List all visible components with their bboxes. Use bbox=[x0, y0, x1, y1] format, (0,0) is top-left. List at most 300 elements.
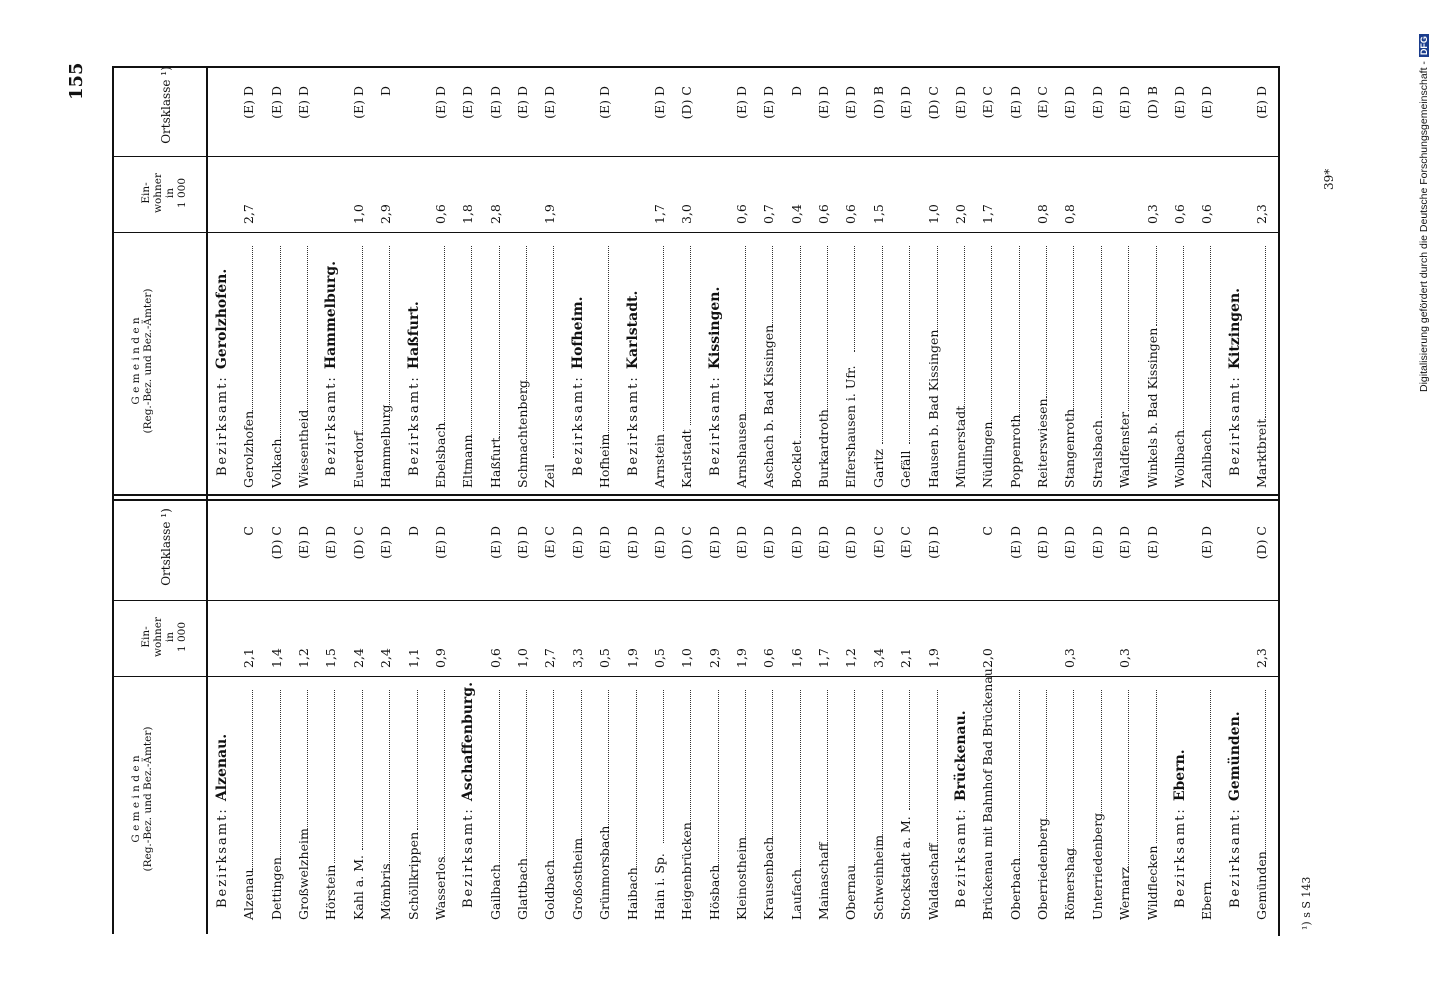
dot-leader bbox=[1177, 246, 1184, 431]
dot-leader bbox=[1013, 690, 1020, 863]
dot-leader bbox=[766, 690, 773, 843]
right-border bbox=[1278, 66, 1280, 936]
ortsklasse-value: (E) D bbox=[843, 86, 859, 119]
einwohner-value: 1,7 bbox=[816, 648, 832, 668]
gemeinde-name: Hörstein bbox=[323, 864, 339, 920]
dot-leader bbox=[356, 246, 363, 431]
right-einwohner-header bbox=[140, 158, 188, 228]
ortsklasse-value: (D) C bbox=[268, 526, 284, 560]
gemeinde-name: Krausenbach bbox=[761, 836, 777, 920]
ortsklasse-value: (D) B bbox=[870, 86, 886, 119]
gemeinde-name: Volkach bbox=[268, 438, 284, 488]
ortsklasse-value: (D) C bbox=[679, 86, 695, 120]
dot-leader bbox=[739, 690, 746, 837]
amt-heading bbox=[1173, 749, 1188, 908]
einwohner-line-2: wohner bbox=[152, 616, 164, 658]
dot-leader bbox=[274, 246, 281, 438]
einwohner-value: 0,6 bbox=[816, 204, 832, 224]
einwohner-value: 0,6 bbox=[1199, 204, 1215, 224]
einwohner-value: 0,5 bbox=[651, 648, 667, 668]
dot-leader bbox=[876, 246, 883, 444]
gemeinde-name: Poppenroth bbox=[1007, 414, 1023, 488]
amt-prefix: Bezirksamt: bbox=[570, 369, 586, 476]
gemeinde-name: Waldfenster bbox=[1117, 411, 1133, 488]
ortsklasse-value: (E) D bbox=[515, 86, 531, 119]
gemeinde-name: Karlstadt bbox=[679, 429, 695, 488]
center-double-rule-2 bbox=[112, 499, 1278, 501]
dot-leader bbox=[1259, 690, 1266, 863]
einwohner-value: 2,7 bbox=[241, 204, 257, 224]
dot-leader bbox=[356, 690, 363, 850]
gemeinde-name: Ebern bbox=[1199, 881, 1215, 920]
ortsklasse-value: C bbox=[241, 526, 257, 536]
gemeinde-name: Arnshausen bbox=[734, 413, 749, 488]
ortsklasse-value: (E) C bbox=[898, 526, 914, 559]
dot-leader bbox=[848, 690, 855, 870]
gemeinde-name: Zeil bbox=[542, 463, 558, 488]
ortsklasse-value: (E) D bbox=[624, 526, 640, 559]
dot-leader bbox=[1204, 690, 1211, 883]
einwohner-value: 0,8 bbox=[1035, 204, 1051, 224]
ortsklasse-value: (E) D bbox=[1089, 86, 1105, 119]
gemeinde-name: Kleinostheim bbox=[734, 836, 749, 920]
dot-leader bbox=[848, 246, 855, 352]
header-title: G e m e i n d e n bbox=[130, 317, 142, 405]
amt-prefix: Bezirksamt: bbox=[707, 369, 723, 476]
einwohner-value: 0,6 bbox=[487, 648, 503, 668]
gemeinde-name: Stangenroth bbox=[1062, 408, 1078, 488]
einwohner-line-1: Ein- bbox=[140, 626, 152, 648]
right-value-rule bbox=[112, 156, 1278, 157]
ortsklasse-value: (E) D bbox=[515, 526, 531, 559]
amt-heading bbox=[215, 269, 230, 476]
einwohner-value: 0,3 bbox=[1062, 648, 1078, 668]
einwohner-line-4: 1 000 bbox=[176, 621, 188, 653]
top-rule bbox=[112, 66, 1280, 68]
gemeinde-name: Garitz bbox=[870, 448, 886, 488]
einwohner-value: 0,7 bbox=[761, 204, 777, 224]
einwohner-value: 0,6 bbox=[761, 648, 777, 668]
ortsklasse-value: (E) D bbox=[487, 86, 503, 119]
amt-name: Ebern. bbox=[1171, 749, 1188, 802]
einwohner-value: 1,2 bbox=[843, 648, 859, 668]
left-einwohner-header bbox=[140, 602, 188, 672]
gemeinde-name: Oberbach bbox=[1007, 857, 1023, 920]
ortsklasse-value: C bbox=[980, 526, 996, 536]
einwohner-line-2: wohner bbox=[152, 172, 164, 214]
einwohner-value: 2,9 bbox=[706, 648, 722, 668]
gemeinde-name: Obernau bbox=[843, 864, 859, 920]
gemeinde-name: Winkels b. Bad Kissingen bbox=[1144, 327, 1160, 488]
gemeinde-name: Euerdorf bbox=[350, 431, 366, 488]
right-gemeinden-header bbox=[130, 236, 154, 486]
gemeinde-name: Römershag bbox=[1062, 847, 1078, 920]
amt-prefix: Bezirksamt: bbox=[215, 801, 230, 908]
left-name-rule bbox=[112, 676, 1278, 677]
einwohner-value: 1,2 bbox=[296, 648, 312, 668]
amt-heading bbox=[571, 296, 586, 476]
einwohner-value: 2,3 bbox=[1254, 648, 1269, 668]
einwohner-value: 2,4 bbox=[378, 648, 394, 668]
dot-leader bbox=[1067, 690, 1074, 857]
dot-leader bbox=[438, 690, 445, 857]
gemeinde-name: Hammelburg bbox=[378, 404, 394, 488]
einwohner-value: 0,8 bbox=[1062, 204, 1078, 224]
dot-leader bbox=[493, 690, 500, 863]
einwohner-value: 1,4 bbox=[268, 648, 284, 668]
amt-name: Alzenau. bbox=[214, 733, 230, 802]
gemeinde-name: Reiterswiesen bbox=[1035, 398, 1051, 488]
einwohner-value: 0,6 bbox=[843, 204, 859, 224]
dot-leader bbox=[301, 690, 308, 837]
ortsklasse-value: (D) B bbox=[1144, 86, 1160, 119]
gemeinde-name: Haßfurt bbox=[487, 437, 503, 488]
gemeinde-name: Grünmorsbach bbox=[597, 825, 613, 920]
ortsklasse-value: (E) C bbox=[1035, 86, 1051, 119]
dot-leader bbox=[1150, 246, 1157, 326]
dot-leader bbox=[465, 246, 472, 438]
dot-leader bbox=[931, 246, 938, 332]
amt-prefix: Bezirksamt: bbox=[324, 369, 340, 476]
gemeinde-name: Schmachtenberg bbox=[515, 380, 531, 488]
amt-name: Kitzingen. bbox=[1226, 288, 1243, 370]
einwohner-value: 0,3 bbox=[1117, 648, 1133, 668]
einwohner-value: 1,6 bbox=[788, 648, 804, 668]
ortsklasse-value: (E) C bbox=[870, 526, 886, 559]
einwohner-value: 2,1 bbox=[241, 648, 257, 668]
einwohner-value: 0,5 bbox=[597, 648, 613, 668]
einwohner-value: 2,0 bbox=[952, 204, 968, 224]
right-name-rule bbox=[112, 232, 1278, 233]
dot-leader bbox=[246, 690, 253, 870]
dot-leader bbox=[794, 246, 801, 438]
dot-leader bbox=[684, 690, 691, 830]
gemeinde-name: Hausen b. Bad Kissingen bbox=[925, 329, 941, 488]
gemeinde-name: Hain i. Sp. bbox=[651, 853, 667, 920]
ortsklasse-value: (E) D bbox=[1199, 526, 1215, 559]
dot-leader bbox=[657, 690, 664, 843]
ortsklasse-value: (E) D bbox=[432, 526, 448, 559]
dot-leader bbox=[630, 690, 637, 870]
dot-leader bbox=[1095, 246, 1102, 418]
dot-leader bbox=[903, 690, 910, 810]
gemeinde-name: Schöllkrippen bbox=[405, 831, 421, 920]
ortsklasse-value: (D) C bbox=[679, 526, 695, 560]
gemeinde-name: Bocklet bbox=[788, 440, 804, 488]
ortsklasse-value: (E) D bbox=[1062, 86, 1078, 119]
ortsklasse-value: (E) C bbox=[542, 526, 558, 559]
amt-prefix: Bezirksamt: bbox=[953, 801, 969, 908]
einwohner-value: 1,7 bbox=[980, 204, 996, 224]
dot-leader bbox=[246, 246, 253, 411]
amt-prefix: Bezirksamt: bbox=[1227, 801, 1243, 908]
gemeinde-name: Ebelsbach bbox=[432, 422, 448, 488]
amt-name: Brückenau. bbox=[952, 710, 969, 802]
einwohner-value: 0,6 bbox=[432, 204, 448, 224]
ortsklasse-value: (E) D bbox=[925, 526, 941, 559]
ortsklasse-value: (D) C bbox=[350, 526, 366, 560]
digitization-credit bbox=[1418, 34, 1430, 392]
einwohner-value: 2,4 bbox=[350, 648, 366, 668]
einwohner-value: 1,1 bbox=[405, 648, 421, 668]
dot-leader bbox=[383, 246, 390, 418]
dot-leader bbox=[1040, 246, 1047, 398]
ortsklasse-value: (E) D bbox=[542, 86, 558, 119]
amt-prefix: Bezirksamt: bbox=[1172, 801, 1188, 908]
einwohner-value: 1,0 bbox=[925, 204, 941, 224]
dot-leader bbox=[657, 246, 664, 431]
einwohner-value: 0,9 bbox=[432, 648, 448, 668]
ortsklasse-value: (E) D bbox=[1117, 526, 1133, 559]
header-subtitle: (Reg.-Bez. und Bez.-Ämter) bbox=[142, 726, 154, 872]
amt-heading bbox=[1228, 711, 1243, 908]
gemeinde-name: Wollbach bbox=[1171, 429, 1187, 488]
ortsklasse-value: (E) D bbox=[597, 86, 613, 119]
page-number: 155 bbox=[66, 62, 87, 100]
einwohner-value: 2,7 bbox=[542, 648, 558, 668]
amt-heading bbox=[1228, 288, 1243, 476]
gemeinde-name: Eltmann bbox=[460, 434, 476, 488]
einwohner-value: 3,0 bbox=[679, 204, 695, 224]
amt-heading bbox=[407, 301, 422, 476]
gemeinde-name: Glattbach bbox=[515, 858, 531, 920]
amt-prefix: Bezirksamt: bbox=[406, 369, 422, 476]
dot-leader bbox=[1013, 246, 1020, 418]
ortsklasse-value: (E) D bbox=[460, 86, 476, 119]
amt-heading bbox=[324, 261, 339, 476]
einwohner-value: 1,0 bbox=[515, 648, 531, 668]
gemeinde-name: Goldbach bbox=[542, 859, 558, 920]
ortsklasse-value: (E) D bbox=[843, 526, 859, 559]
dot-leader bbox=[493, 246, 500, 438]
gemeinde-name: Schweinheim bbox=[870, 834, 886, 920]
ortsklasse-value: (E) D bbox=[1254, 86, 1269, 119]
einwohner-value: 2,1 bbox=[898, 648, 914, 668]
einwohner-value: 2,8 bbox=[487, 204, 503, 224]
dot-leader bbox=[876, 690, 883, 843]
amt-name: Kissingen. bbox=[706, 286, 723, 370]
credit-text: Digitalisierung gefördert durch die Deutsche Forschungsgemeinschaft - bbox=[1418, 61, 1430, 392]
ortsklasse-value: (E) D bbox=[651, 526, 667, 559]
ortsklasse-value: (D) C bbox=[925, 86, 941, 120]
dot-leader bbox=[411, 690, 418, 830]
ortsklasse-value: (E) D bbox=[350, 86, 366, 119]
ortsklasse-value: (E) D bbox=[816, 526, 832, 559]
header-subtitle: (Reg.-Bez. und Bez.-Ämter) bbox=[142, 288, 154, 434]
einwohner-line-1: Ein- bbox=[140, 182, 152, 204]
right-ortsklasse-header bbox=[160, 60, 172, 150]
einwohner-line-4: 1 000 bbox=[176, 177, 188, 209]
einwohner-value: 1,0 bbox=[679, 648, 695, 668]
ortsklasse-value: (E) D bbox=[761, 86, 777, 119]
amt-heading bbox=[215, 734, 230, 908]
gemeinde-name: Alzenau bbox=[241, 869, 257, 920]
gemeinde-name: Wasserlos bbox=[432, 856, 448, 920]
center-double-rule-1 bbox=[112, 494, 1278, 496]
dot-leader bbox=[328, 690, 335, 863]
dot-leader bbox=[547, 690, 554, 863]
einwohner-value: 2,0 bbox=[980, 648, 996, 668]
gemeinde-name: Kahl a. M. bbox=[350, 855, 366, 920]
einwohner-value: 0,4 bbox=[788, 204, 804, 224]
dot-leader bbox=[1040, 690, 1047, 824]
ortsklasse-value: (E) C bbox=[980, 86, 996, 119]
gemeinde-name: Heigenbrücken bbox=[679, 822, 695, 920]
ortsklasse-value: (E) D bbox=[734, 526, 749, 559]
amt-prefix: Bezirksamt: bbox=[461, 801, 477, 908]
ortsklasse-value: (E) D bbox=[651, 86, 667, 119]
einwohner-value: 1,8 bbox=[460, 204, 476, 224]
gemeinde-name: Wildflecken bbox=[1144, 845, 1160, 920]
ortsklasse-value: (E) D bbox=[1007, 86, 1023, 119]
einwohner-line-3: in bbox=[164, 631, 176, 643]
ortsklasse-value: (E) D bbox=[761, 526, 777, 559]
amt-name: Hammelburg. bbox=[323, 260, 340, 370]
dot-leader bbox=[985, 246, 992, 425]
ortsklasse-value: (E) D bbox=[1035, 526, 1051, 559]
dot-leader bbox=[438, 246, 445, 425]
dot-leader bbox=[520, 246, 527, 392]
dot-leader bbox=[1204, 246, 1211, 431]
gemeinde-name: Laufach bbox=[788, 869, 804, 920]
einwohner-value: 2,3 bbox=[1254, 204, 1269, 224]
gemeinde-name: Nüdlingen bbox=[980, 421, 996, 488]
dot-leader bbox=[903, 246, 910, 444]
dot-leader bbox=[794, 690, 801, 870]
amt-name: Hofheim. bbox=[569, 296, 586, 370]
gemeinde-name: Münnerstadt bbox=[952, 405, 968, 488]
gemeinde-name: Großostheim bbox=[569, 837, 585, 920]
gemeinde-name: Marktbreit bbox=[1254, 418, 1269, 488]
signature-mark: 39* bbox=[1322, 168, 1336, 190]
gemeinde-name: Brückenau mit Bahnhof Bad Brückenau bbox=[980, 668, 996, 920]
dot-leader bbox=[1122, 246, 1129, 411]
ortsklasse-value: (E) D bbox=[898, 86, 914, 119]
amt-heading bbox=[626, 291, 641, 476]
dot-leader bbox=[1095, 690, 1102, 817]
gemeinde-name: Oberriedenberg bbox=[1035, 818, 1051, 920]
amt-name: Karlstadt. bbox=[624, 290, 641, 370]
left-gemeinden-header bbox=[130, 674, 154, 924]
gemeinde-name: Hösbach bbox=[706, 864, 722, 920]
dfg-logo: DFG bbox=[1419, 36, 1429, 56]
ortsklasse-value: (E) D bbox=[296, 86, 312, 119]
ortsklasse-value: D bbox=[788, 86, 804, 97]
amt-heading bbox=[461, 682, 476, 908]
gemeinde-name: Wernarz bbox=[1117, 866, 1133, 920]
gemeinde-name: Stralsbach bbox=[1089, 420, 1105, 488]
left-ortsklasse-header bbox=[160, 502, 172, 592]
gemeinde-name: Unterriedenberg bbox=[1089, 812, 1105, 920]
ortsklasse-value: (E) D bbox=[1062, 526, 1078, 559]
amt-prefix: Bezirksamt: bbox=[1227, 369, 1243, 476]
einwohner-value: 1,0 bbox=[350, 204, 366, 224]
einwohner-value: 1,9 bbox=[734, 648, 749, 668]
ortsklasse-value: (E) D bbox=[1117, 86, 1133, 119]
amt-prefix: Bezirksamt: bbox=[215, 369, 230, 476]
dot-leader bbox=[958, 246, 965, 411]
ortsklasse-value: (E) D bbox=[706, 526, 722, 559]
einwohner-line-3: in bbox=[164, 187, 176, 199]
ortsklasse-value: (E) D bbox=[1007, 526, 1023, 559]
dot-leader bbox=[575, 690, 582, 843]
gemeinde-name: Mömbris bbox=[378, 863, 394, 920]
einwohner-value: 0,3 bbox=[1144, 204, 1160, 224]
dot-leader bbox=[1122, 690, 1129, 870]
einwohner-value: 1,9 bbox=[542, 204, 558, 224]
dot-leader bbox=[301, 246, 308, 411]
ortsklasse-value: (E) D bbox=[1199, 86, 1215, 119]
einwohner-value: 0,6 bbox=[1171, 204, 1187, 224]
dot-leader bbox=[821, 246, 828, 411]
einwohner-value: 0,6 bbox=[734, 204, 749, 224]
amt-name: Gerolzhofen. bbox=[214, 268, 230, 370]
amt-name: Haßfurt. bbox=[405, 301, 422, 370]
ortsklasse-value: (E) D bbox=[952, 86, 968, 119]
amt-prefix: Bezirksamt: bbox=[625, 369, 641, 476]
ortsklasse-value: (E) D bbox=[597, 526, 613, 559]
ortsklasse-value: (D) C bbox=[1254, 526, 1269, 560]
gemeinde-name: Gailbach bbox=[487, 864, 503, 920]
ortsklasse-value: (E) D bbox=[432, 86, 448, 119]
dot-leader bbox=[602, 690, 609, 837]
ortsklasse-value: (E) D bbox=[816, 86, 832, 119]
dot-leader bbox=[274, 690, 281, 857]
dot-leader bbox=[821, 690, 828, 843]
dot-leader bbox=[1150, 690, 1157, 843]
ortsklasse-value: (E) D bbox=[1089, 526, 1105, 559]
dot-leader bbox=[684, 246, 691, 425]
gemeinde-name: Gemünden bbox=[1254, 851, 1269, 920]
gemeinde-name: Arnstein bbox=[651, 434, 667, 488]
ortsklasse-value: (E) D bbox=[323, 526, 339, 559]
dot-leader bbox=[712, 690, 719, 870]
ortsklasse-value: (E) D bbox=[268, 86, 284, 119]
dot-leader bbox=[739, 246, 746, 418]
ortsklasse-value: (E) D bbox=[788, 526, 804, 559]
gemeinde-name: Hofheim bbox=[597, 433, 613, 488]
einwohner-value: 1,5 bbox=[870, 204, 886, 224]
amt-name: Aschaffenburg. bbox=[460, 682, 477, 802]
dot-leader bbox=[1259, 246, 1266, 418]
amt-name: Gemünden. bbox=[1226, 711, 1243, 802]
ortsklasse-value: (E) D bbox=[487, 526, 503, 559]
ortsklasse-label: Ortsklasse ¹) bbox=[159, 66, 173, 144]
ortsklasse-value: (E) D bbox=[296, 526, 312, 559]
left-value-rule bbox=[112, 600, 1278, 601]
ortsklasse-value: (E) D bbox=[241, 86, 257, 119]
dot-leader bbox=[766, 246, 773, 326]
amt-heading bbox=[708, 287, 723, 476]
dot-leader bbox=[383, 690, 390, 870]
ortsklasse-value: (E) D bbox=[1144, 526, 1160, 559]
ortsklasse-value: (E) D bbox=[378, 526, 394, 559]
amt-heading bbox=[954, 710, 969, 908]
ortsklasse-value: (E) D bbox=[1171, 86, 1187, 119]
ortsklasse-value: D bbox=[405, 526, 421, 537]
ortsklasse-value: D bbox=[378, 86, 394, 97]
ortsklasse-value: (E) D bbox=[569, 526, 585, 559]
gemeinde-name: Haibach bbox=[624, 867, 640, 920]
einwohner-value: 3,4 bbox=[870, 648, 886, 668]
einwohner-value: 1,9 bbox=[925, 648, 941, 668]
gemeinde-name: Stockstadt a. M. bbox=[898, 816, 914, 920]
einwohner-value: 1,5 bbox=[323, 648, 339, 668]
gemeinde-name: Gefäll bbox=[898, 450, 914, 488]
gemeinde-name: Gerolzhofen bbox=[241, 410, 257, 488]
dot-leader bbox=[547, 246, 554, 458]
gemeinde-name: Wiesentheid bbox=[296, 409, 312, 488]
